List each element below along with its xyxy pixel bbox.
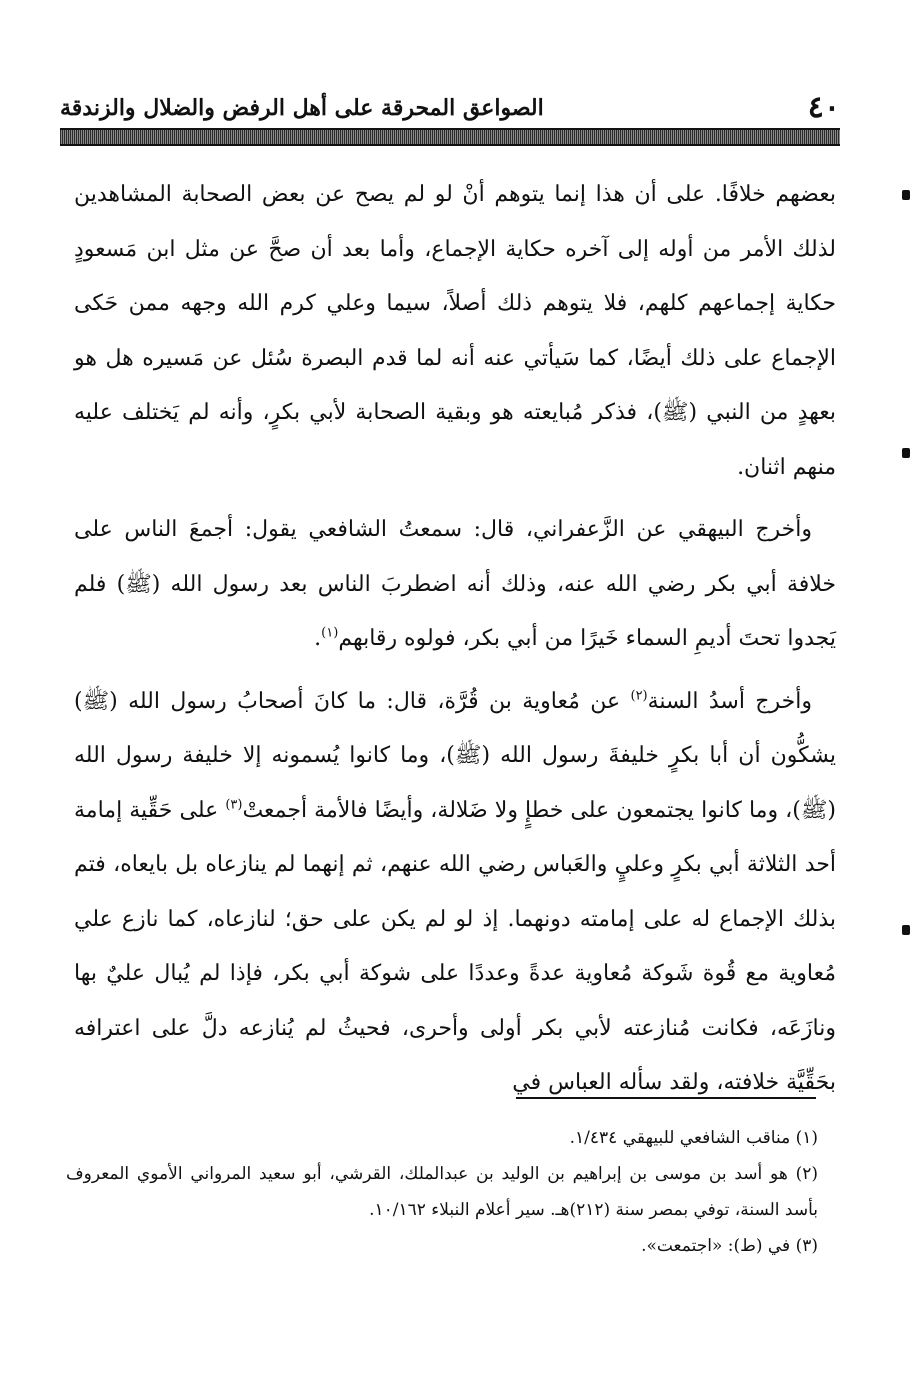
paragraph-3-start: وأخرج أسدُ السنة bbox=[647, 688, 812, 714]
footnotes bbox=[66, 1120, 818, 1264]
page-header bbox=[60, 86, 840, 126]
paragraph-3-middle: عن مُعاوية بن قُرَّة، قال: ما كانَ أصحابُ رسول الله (ﷺ) يشكُّون أن أبا بكرٍ خليفةَ رسول الله (ﷺ)، وما كانوا يُسمونه إلا خليفة رسول الله (ﷺ)، وما كانوا يجتمعون على خطإٍ ولا ضَلالة، وأيضًا فالأمة أجمعتْ bbox=[74, 688, 836, 823]
footnote-ref-2: (٢) bbox=[630, 688, 648, 704]
footnote-ref-1: (١) bbox=[321, 625, 339, 641]
margin-mark-middle bbox=[902, 448, 910, 458]
footnote-ref-3: (٣) bbox=[225, 797, 243, 813]
paragraph-2 bbox=[74, 503, 836, 667]
margin-mark-bottom bbox=[902, 925, 910, 935]
main-text bbox=[74, 168, 836, 1111]
margin-mark-top bbox=[902, 190, 910, 200]
footnote-1: (١) مناقب الشافعي للبيهقي ١/٤٣٤. bbox=[569, 1128, 818, 1148]
paragraph-2-end: . bbox=[314, 626, 322, 651]
footnote-rule bbox=[516, 1097, 816, 1099]
footnote-3: (٣) في (ط): «اجتمعت». bbox=[641, 1236, 818, 1256]
paragraph-3-end: على حَقِّية إمامة أحد الثلاثة أبي بكرٍ وعليٍ والعَباس رضي الله عنهم، ثم إنهما لم ينازعاه بل بايعاه، فتم بذلك الإجماع له على إمامته دونهما. إذ لو لم يكن على حق؛ لنازعاه، كما نازع علي مُعاوية مع قُوة شَوكة مُعاوية عدةً وعددًا على شوكة أبي بكر، فإذا لم يُبال عليٌ بها ونازَعَه، فكانت مُنازعته لأبي بكر أولى وأحرى، فحيثُ لم يُنازعه دلَّ على اعترافه بحَقِّيَّة خلافته، ولقد سأله العباس في bbox=[74, 797, 836, 1095]
paragraph-3 bbox=[74, 675, 836, 1111]
running-title: الصواعق المحرقة على أهل الرفض والضلال والزندقة bbox=[60, 95, 544, 121]
header-rule bbox=[60, 128, 840, 146]
page-number: ٤٠ bbox=[807, 90, 840, 125]
paragraph-2-text: وأخرج البيهقي عن الزَّعفراني، قال: سمعتُ الشافعي يقول: أجمعَ الناس على خلافة أبي بكر رضي الله عنه، وذلك أنه اضطربَ الناس بعد رسول الله (ﷺ) فلم يَجدوا تحتَ أديمِ السماء خَيرًا من أبي بكر، فولوه رقابهم bbox=[74, 517, 836, 651]
paragraph-1: بعضهم خلافًا. على أن هذا إنما يتوهم أنْ لو لم يصح عن بعض الصحابة المشاهدين لذلك الأمر من أوله إلى آخره حكاية الإجماع، وأما بعد أن صحَّ عن مثل ابن مَسعودٍ حكاية إجماعهم كلهم، فلا يتوهم ذلك أصلاً، سيما وعلي كرم الله وجهه ممن حَكى الإجماع على ذلك أيضًا، كما سَيأتي عنه أنه لما قدم البصرة سُئل عن مَسيره هل هو بعهدٍ من النبي (ﷺ)، فذكر مُبايعته هو وبقية الصحابة لأبي بكرٍ، وأنه لم يَختلف عليه منهم اثنان. bbox=[74, 182, 837, 480]
footnote-2: (٢) هو أسد بن موسى بن إبراهيم بن الوليد بن عبدالملك، القرشي، أبو سعيد المرواني الأموي المعروف بأسد السنة، توفي بمصر سنة (٢١٢)هـ. سير أعلام النبلاء ١٠/١٦٢. bbox=[66, 1164, 818, 1220]
